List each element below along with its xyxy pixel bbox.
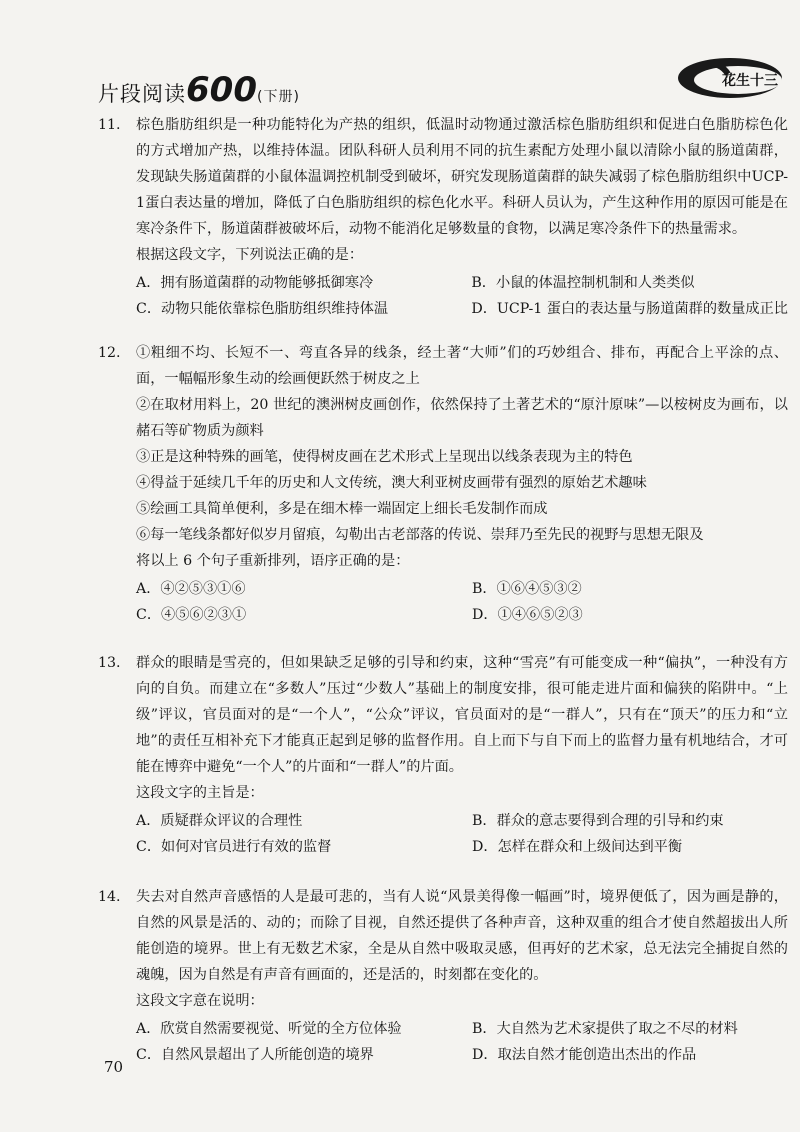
option-a[interactable]: A．欣赏自然需要视觉、听觉的全方位体验 <box>136 1021 402 1037</box>
option-b[interactable]: B．①⑥④⑤③② <box>472 581 582 597</box>
option-c[interactable]: C．如何对官员进行有效的监督 <box>136 839 332 855</box>
question-prompt: 根据这段文字，下列说法正确的是： <box>136 247 364 263</box>
option-list <box>136 808 788 860</box>
option-c[interactable]: C．④⑤⑥②③① <box>136 607 247 623</box>
sentence-6: ⑥每一笔线条都好似岁月留痕，勾勒出古老部落的传说、崇拜乃至先民的视野与思想无限及 <box>136 527 704 543</box>
book-title-number: 600 <box>186 70 257 110</box>
book-title-pre: 片段阅读 <box>98 82 186 106</box>
option-a[interactable]: A．拥有肠道菌群的动物能够抵御寒冷 <box>136 275 374 291</box>
publisher-logo <box>678 56 788 100</box>
sentence-list <box>136 340 788 548</box>
option-a[interactable]: A．质疑群众评议的合理性 <box>136 813 303 829</box>
option-d[interactable]: D．怎样在群众和上级间达到平衡 <box>472 839 683 855</box>
question-12 <box>98 340 788 628</box>
question-prompt: 这段文字的主旨是： <box>136 785 264 801</box>
question-passage: 棕色脂肪组织是一种功能特化为产热的组织，低温时动物通过激活棕色脂肪组织和促进白色脂肪棕色化的方式增加产热，以维持体温。团队科研人员利用不同的抗生素配方处理小鼠以清除小鼠的肠道菌群，发现缺失肠道菌群的小鼠体温调控机制受到破坏，研究发现肠道菌群的缺失减弱了棕色脂肪组织中UCP-1蛋白表达量的增加，降低了白色脂肪组织的棕色化水平。科研人员认为，产生这种作用的原因可能是在寒冷条件下，肠道菌群被破坏后，动物不能消化足够数量的食物，以满足寒冷条件下的热量需求。 <box>136 117 788 237</box>
page-number: 70 <box>104 1058 124 1076</box>
option-list <box>136 576 788 628</box>
option-b[interactable]: B．小鼠的体温控制机制和人类类似 <box>471 275 695 291</box>
book-title <box>98 70 300 110</box>
question-number: 13. <box>98 655 121 671</box>
option-d[interactable]: D．取法自然才能创造出杰出的作品 <box>472 1047 697 1063</box>
question-prompt: 这段文字意在说明： <box>136 993 264 1009</box>
question-14 <box>98 884 788 1068</box>
option-b[interactable]: B．群众的意志要得到合理的引导和约束 <box>472 813 724 829</box>
logo-text: 花生十三 <box>722 73 778 89</box>
book-title-volume: (下册) <box>256 89 300 105</box>
option-list <box>136 1016 788 1068</box>
option-d[interactable]: D．UCP-1 蛋白的表达量与肠道菌群的数量成正比 <box>471 301 788 317</box>
sentence-3: ③正是这种特殊的画笔，使得树皮画在艺术形式上呈现出以线条表现为主的特色 <box>136 449 633 465</box>
sentence-2: ②在取材用料上，20 世纪的澳洲树皮画创作，依然保持了土著艺术的“原汁原味”—以桉树皮为画布，以赭石等矿物质为颜料 <box>136 397 788 439</box>
question-number: 12. <box>98 345 121 361</box>
sentence-4: ④得益于延续几千年的历史和人文传统，澳大利亚树皮画带有强烈的原始艺术趣味 <box>136 475 647 491</box>
option-a[interactable]: A．④②⑤③①⑥ <box>136 581 246 597</box>
question-prompt: 将以上 6 个句子重新排列，语序正确的是： <box>136 553 410 569</box>
option-b[interactable]: B．大自然为艺术家提供了取之不尽的材料 <box>472 1021 738 1037</box>
page-header <box>98 56 788 110</box>
question-passage: 群众的眼睛是雪亮的，但如果缺乏足够的引导和约束，这种“雪亮”有可能变成一种“偏执”，一种没有方向的自负。而建立在“多数人”压过“少数人”基础上的制度安排，很可能走进片面和偏狭的陷阱中。“上级”评议，官员面对的是“一个人”，“公众”评议，官员面对的是“一群人”，只有在“顶天”的压力和“立地”的责任互相补充下才能真正起到足够的监督作用。自上而下与自下而上的监督力量有机地结合，才可能在博弈中避免“一个人”的片面和“一群人”的片面。 <box>136 655 788 775</box>
option-d[interactable]: D．①④⑥⑤②③ <box>472 607 583 623</box>
question-11 <box>98 112 788 322</box>
sentence-1: ①粗细不均、长短不一、弯直各异的线条，经土著“大师”们的巧妙组合、排布，再配合上平涂的点、面，一幅幅形象生动的绘画便跃然于树皮之上 <box>136 345 788 387</box>
question-passage: 失去对自然声音感悟的人是最可悲的，当有人说“风景美得像一幅画”时，境界便低了，因为画是静的，自然的风景是活的、动的；而除了目视，自然还提供了各种声音，这种双重的组合才使自然超拔出人所能创造的境界。世上有无数艺术家，全是从自然中吸取灵感，但再好的艺术家，总无法完全捕捉自然的魂魄，因为自然是有声音有画面的，还是活的，时刻都在变化的。 <box>136 889 788 983</box>
option-c[interactable]: C．自然风景超出了人所能创造的境界 <box>136 1047 374 1063</box>
question-number: 14. <box>98 889 121 905</box>
question-list <box>98 112 788 1068</box>
option-list <box>136 270 788 322</box>
question-13 <box>98 650 788 860</box>
question-number: 11. <box>98 117 121 133</box>
option-c[interactable]: C．动物只能依靠棕色脂肪组织维持体温 <box>136 301 389 317</box>
sentence-5: ⑤绘画工具简单便利，多是在细木棒一端固定上细长毛发制作而成 <box>136 501 548 517</box>
